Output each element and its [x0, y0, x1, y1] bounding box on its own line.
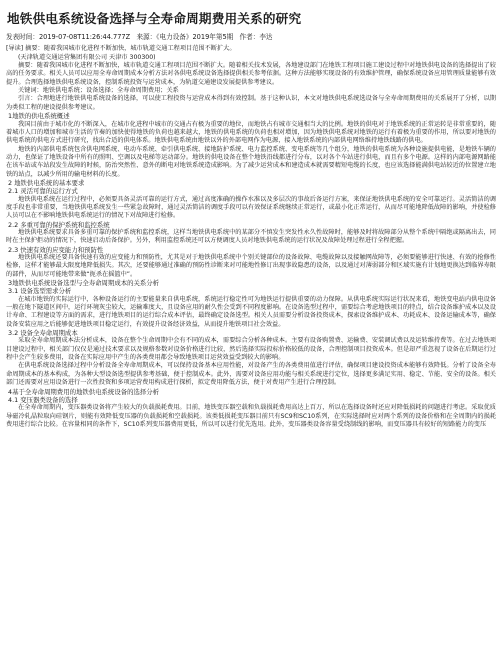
section-heading: 1地铁的供电系统概述: [8, 112, 70, 121]
affiliation: (天津轨道交通运营集团有限公司 天津市 300300): [18, 53, 156, 61]
abstract: 摘要：随着我国城市化进程不断加快，城市轨道交通工程项目范围不断扩大。随着相关技术发展，各地建设部门在地铁工程项目施工建设过程中对地铁供电设备的选择提出了较高的任务要求。相关人员可以应用全寿命周期成本分析方法对各供电系统设备选择提供相关参考依据。这种方法能够实现设备的有效维护管理，确保系统设备应用管理质量能够有效提升。合理选择地铁供电系统设备，控制系统投资与运营成本，为轨道交通建设发展提供参考建议。: [6, 62, 496, 86]
section-heading: 4.1 变压器类设备的选择: [8, 395, 78, 404]
paragraph: 地铁供电系统在运行过程中，必须要具备灵活可靠的运行方式，通过高度准确的操作水准以及多层次的事故后备运行方案，来保证地铁供电系统的安全可靠运行。灵活简洁的调度手段也非常重要，当地铁供电系统发生一些紧急故障时，通过灵活简洁的调度手段可以有效保证系统继续正常运行，或最小化正常运行，从而尽可能地降低故障的影响，并使检修人员可以在不影响地铁供电系统运行的情况下对故障进行检修。: [6, 195, 496, 220]
paragraph: 我国目前由于城市化的不断深入，在城市化进程中城市的交通占有极为重要的地位，而地铁占有城市交通相当大的比例。地铁的供电对于地铁系统的正常运转是非常重要的，随着城市人口的增加和城市生活的节奏的加快使得地铁的负荷也越来越大，地铁的供电系统的负荷也相对增加，因为地铁供电系统对地铁的运行有着极为重要的作用，所以要对地铁的供电系统的供电方式进行研究，找出合适的供电体系。地铁供电系统由地铁以外的外部电网作为电源，接入地铁系统的内部供电网络维持地铁线路的供电。: [6, 120, 496, 145]
paragraph: 地铁供电系统还要具备快速有效的应变能力和预防性，尤其是对于地铁供电系统中个别关键部位的设备故障、电缆故障以及接触网故障等，必须要能够进行快速、有效的抢修性检修，这样才能够最大限度地降低损失。其次，还要能够通过准确的预防性诊断来对可能地性修订出现事故隐患的设备，以及通过对薄弱部分和区域实施有计划地更换达到临界寿限的部件，从而尽可能地带来做“扼杀在摇篮中”。: [6, 254, 496, 278]
article-sections: [6, 112, 496, 429]
article-meta: [6, 33, 496, 42]
paragraph: 地铁的内部供电系统包含供电网系统、电动车系统、牵引供电系统、接地防护系统、电力监控系统、变电系统等几个组分，地铁的供电系统为各种设施提供电能，是地铁车辆的动力，也保证了地铁设备中所有的照明、空调以及电梯等运动部分。地铁的供电设备在整个地铁沿线都进行分布，以对各个车站进行供电，而且有多个电源。这样的内部电源网路能在该车站或车站段发生故障的时候，防治突然性、意外的断电对地铁系统造成影响。为了减少运营成本和建造成本就需要精短电缆的长度，也应该选择能满供电站较近的位置建立地铁的站点，以减少所用的输电材料的长度。: [6, 145, 496, 178]
paragraph: 在城市地铁的实际运行中，各种设备运行的主要能量来自供电系统，系统运行稳定性可为地铁运行提供重要的动力保障。从供电系统实际运行状况来看，地铁变电站内供电设备一般在地下隧道区间中，运行环境灰尘较大，运输难度大，且设备应用的耐久性会受到不同程度影响。在设备选型过程中，需要综合考虑地铁项目的特点，结合设备维护成本以及设计寿命、工程建设等方面的需求，进行地铁项目的运行综合成本评估，最终确定设备选型。相关人员需要分析设备投资成本，探索设备维护成本、功耗成本、设备运输成本等，确保设备安装应用之后能够促进地铁项目稳定运行，有效提升设备经济效益，从而提升地铁项目社会效益。: [6, 295, 496, 328]
paragraph: 在全寿命周期内，变压器类设备将产生较大的负载损耗费用。目前，地铁变压器空载和负载损耗费用高达上百万，所以在选择设备时还应对降低损耗的问题进行考虑。采取优质导磁冷轧晶粒取向硅钢片，则能有效降低变压器的负载损耗和空载损耗。该类低损耗变压器目前只有SC9和SC10系列，在实际选择时应对两个系列的设备价格和在全周期内的损耗费用进行综合比较。在容量相同的条件下，SC10系列变压器费用更低，所以可以进行优先选用。此外，变压器类设备容量受绕制线的影响，而变压器具有较好的短路能力的变压: [6, 404, 496, 428]
section-heading: 2.3 快速有效的应变能力和预防性: [8, 245, 104, 254]
section-heading: 2.2 多重可靠的保护系统和监控系统: [8, 220, 110, 229]
paragraph: 地铁供电系统要求具备多重可靠的保护系统和监控系统，这样当地铁供电系统中的某部分不慎发生突发性永久性故障时，能够及时将故障部分从整个系统中隔绝或隔离出去，同时在主保护拒动的情况下，快速启动后备保护。另外，利用监控系统还可以方便调度人员对地铁供电系统的运行状况及故障处理过程进行全程把握。: [6, 228, 496, 245]
section-heading: 2 地铁供电系统的基本要求: [8, 178, 85, 187]
introduction: 引言：合理地进行地铁供电系统设备的选择，可以使工程投资与运营成本得到有效控制。基于这种认识，本文对地铁供电系统选设备与全寿命周期费用的关系展开了分析，以期为类似工程的建设提供参考建议。: [6, 95, 496, 111]
section-heading: 3地铁供电系统设备选型与全寿命周期成本的关系分析: [8, 279, 160, 288]
paragraph: 在供电系统设备选择过程中分析设备全寿命周期成本，可以保持设备基本应用性能，对设备产生的各类费用值进行评估，确保项目建设投资成本能够有效降低。分析了设备全寿命周期成本的基本构成，为各种大型设备选型提供参考基础，便于控制成本。此外，需要对设备应用功能与相关系统进行定位，选择更多满足实用、稳定、节能、安全的设备。相关部门还需要对应用设备进行一次性投资和多项运营费用构成进行探析，拟定费用降低方法，便于对费用产生进行合理控制。: [6, 362, 496, 387]
author: 作者：李达: [239, 33, 273, 41]
section-heading: 3.1 设备选型需求分析: [8, 287, 72, 296]
publish-date: 发表时间：2019-07-08T11:26:44.777Z: [6, 33, 131, 41]
source-journal: 来源：《电力设备》2019年第5期: [136, 33, 234, 41]
paragraph: 采取全寿命周期成本法分析成本，设备在整个生命周期中会有不同的成本，需要综合分析各种成本。主要有设备购置费、运输费、安装调试费以及运转维持费等。在过去地铁项目建设过程中，相关部门仅仅是通过技术要求以及规格参数对设备价格进行比较，然后选择实际投标价格较低的设备，合理控制项目投资成本。但是却严重忽视了设备在后期运行过程中会产生较多费用，设备在实际应用中产生的各类费用都会导致地铁项目运营效益受到较大的影响。: [6, 337, 496, 362]
section-heading: 4基于全寿命周期费用的地铁供电系统设备的选择分析: [8, 387, 160, 396]
section-heading: 2.1 灵活可靠的运行方式: [8, 187, 78, 196]
article-body: [6, 45, 496, 429]
page-title: 地铁供电系统设备选择与全寿命周期费用关系的研究: [7, 11, 302, 26]
keywords: 关键词：地铁供电系统；设备选择；全寿命周期费用；关系: [18, 87, 179, 95]
abstract-lead: [导读] 摘要：随着我国城市化进程不断加快，城市轨道交通工程项目范围不断扩大。: [6, 45, 236, 53]
section-heading: 3.2 设备全寿命周期成本: [8, 329, 78, 338]
